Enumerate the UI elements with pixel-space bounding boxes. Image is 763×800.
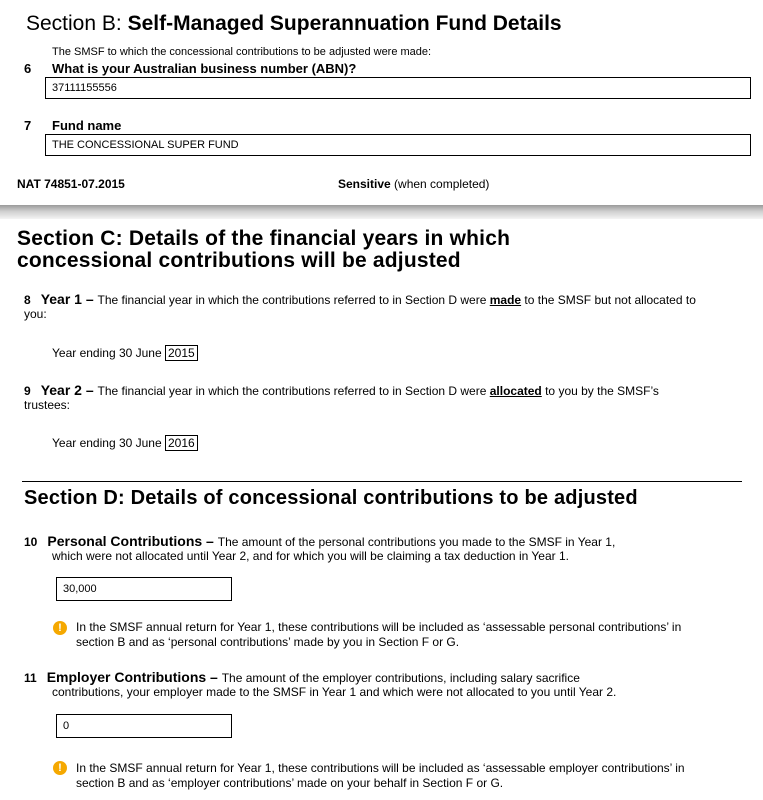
q10-label: Personal Contributions – (47, 533, 218, 549)
q9-text-b: to you by the SMSF’s (541, 384, 659, 398)
section-d-title: Section D: Details of concessional contributions to be adjusted (24, 487, 638, 509)
q9-line2: trustees: (24, 398, 71, 412)
q9-emphasis: allocated (489, 384, 542, 398)
q8-emphasis: made (489, 293, 522, 307)
q8-text-b: to the SMSF but not allocated to (521, 293, 696, 307)
q9-label: Year 2 – (40, 382, 98, 398)
q10-note-line1: In the SMSF annual return for Year 1, these contributions will be included as ‘assessable personal contributions’ in (76, 620, 682, 634)
section-b-title-bold: Self-Managed Superannuation Fund Details (127, 12, 562, 35)
q9-text-a: The financial year in which the contributions referred to in Section D were (97, 384, 490, 398)
q8-year-row (52, 345, 198, 361)
q11-line1 (24, 670, 580, 685)
q8-line1 (24, 292, 696, 307)
q8-text-a: The financial year in which the contributions referred to in Section D were (97, 293, 490, 307)
q8-number: 8 (24, 293, 31, 307)
q11-text-a: The amount of the employer contributions, including salary sacrifice (221, 671, 580, 685)
abn-field[interactable]: 37111155556 (45, 77, 751, 99)
q11-label: Employer Contributions – (46, 669, 222, 685)
q10-number: 10 (24, 535, 38, 549)
q10-note-line2: section B and as ‘personal contributions’ made by you in Section F or G. (76, 635, 460, 649)
q10-line1 (24, 534, 615, 549)
personal-contributions-field[interactable]: 30,000 (56, 577, 232, 601)
q9-year-label: Year ending 30 June (52, 436, 162, 450)
sensitive-bold: Sensitive (338, 177, 391, 191)
q7-number: 7 (24, 118, 32, 133)
q9-year-field[interactable]: 2016 (165, 435, 198, 451)
employer-contributions-field[interactable]: 0 (56, 714, 232, 738)
fund-name-field[interactable]: THE CONCESSIONAL SUPER FUND (45, 134, 751, 156)
q8-line2: you: (24, 307, 47, 321)
section-b-title (26, 12, 562, 36)
q6-intro: The SMSF to which the concessional contributions to be adjusted were made: (52, 46, 432, 58)
q11-note-line2: section B and as ‘employer contributions’ made on your behalf in Section F or G. (76, 776, 504, 790)
sensitive-label (338, 177, 489, 191)
q9-year-row (52, 435, 198, 451)
warning-icon: ! (53, 621, 67, 635)
nat-code: NAT 74851-07.2015 (17, 177, 125, 191)
q6-title: What is your Australian business number (ABN)? (52, 61, 357, 76)
q9-line1 (24, 383, 659, 398)
sensitive-rest: (when completed) (390, 177, 490, 191)
q11-note-line1: In the SMSF annual return for Year 1, these contributions will be included as ‘assessable employer contributions’ in (76, 761, 685, 775)
q8-year-label: Year ending 30 June (52, 346, 162, 360)
q6-number: 6 (24, 61, 32, 76)
q9-number: 9 (24, 384, 31, 398)
q10-line2: which were not allocated until Year 2, and for which you will be claiming a tax deduction in Year 1. (52, 549, 569, 563)
q8-year-field[interactable]: 2015 (165, 345, 198, 361)
q11-number: 11 (24, 671, 37, 685)
q10-text-a: The amount of the personal contributions you made to the SMSF in Year 1, (217, 535, 616, 549)
q7-title: Fund name (52, 118, 122, 133)
section-c-title-line2: concessional contributions will be adjusted (17, 249, 461, 272)
warning-icon: ! (53, 761, 67, 775)
section-c-title-line1: Section C: Details of the financial years in which (17, 227, 511, 250)
section-divider (22, 481, 742, 482)
section-b-title-prefix: Section B: (26, 12, 128, 35)
q8-label: Year 1 – (40, 291, 98, 307)
q11-line2: contributions, your employer made to the SMSF in Year 1 and which were not allocated to you until Year 2. (52, 685, 617, 699)
page-separator-band (0, 205, 763, 219)
